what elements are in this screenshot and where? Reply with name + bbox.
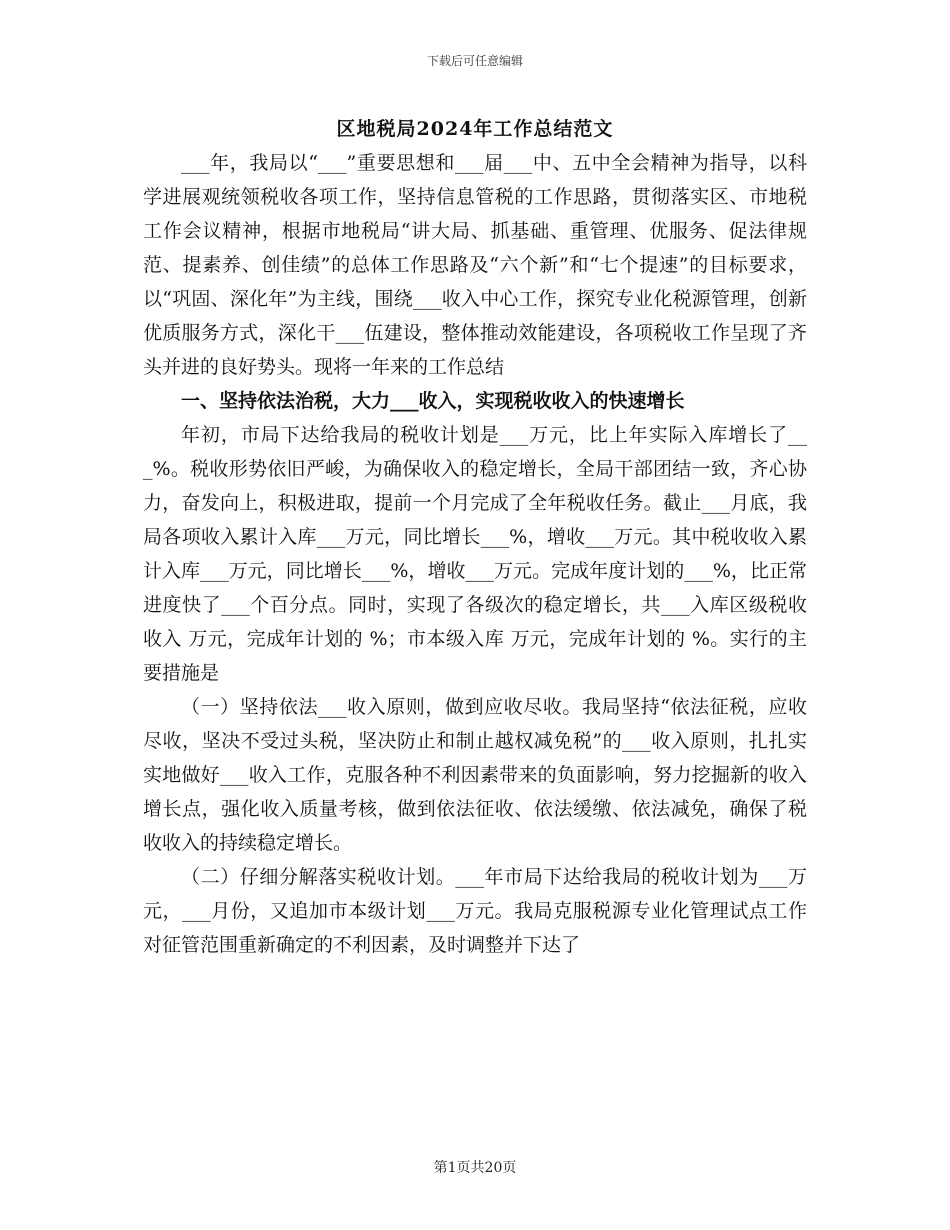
body-paragraph: （二）仔细分解落实税收计划。___年市局下达给我局的税收计划为___万元，___月份，又追加市本级计划___万元。我局克服税源专业化管理试点工作对征管范围重新确定的不利因素，及时调整并下达了 (143, 866, 807, 956)
body-paragraph: （一）坚持依法___收入原则，做到应收尽收。我局坚持“依法征税，应收尽收，坚决不受过头税，坚决防止和制止越权减免税”的___收入原则，扎扎实实地做好___收入工作，克服各种不利因素带来的负面影响，努力挖掘新的收入增长点，强化收入质量考核，做到依法征收、依法缓缴、依法减免，确保了税收收入的持续稳定增长。 (143, 696, 807, 854)
section-heading-1: 一、坚持依法治税，大力___收入，实现税收收入的快速增长 (181, 390, 685, 412)
document-body (143, 146, 807, 962)
intro-paragraph: ___年，我局以“___”重要思想和___届___中、五中全会精神为指导，以科学进展观统领税收各项工作，坚持信息管税的工作思路，贯彻落实区、市地税工作会议精神，根据市地税局“讲大局、抓基础、重管理、优服务、促法律规范、提素养、创佳绩”的总体工作思路及“六个新”和“七个提速”的目标要求，以“巩固、深化年”为主线，围绕___收入中心工作，探究专业化税源管理，创新优质服务方式，深化干___伍建设，整体推动效能建设，各项税收工作呈现了齐头并进的良好势头。现将一年来的工作总结 (143, 152, 807, 378)
document-title: 区地税局2024年工作总结范文 (336, 118, 614, 140)
page-header-note: 下载后可任意编辑 (426, 54, 523, 68)
body-paragraph: 年初，市局下达给我局的税收计划是___万元，比上年实际入库增长了___%。税收形势依旧严峻，为确保收入的稳定增长，全局干部团结一致，齐心协力，奋发向上，积极进取，提前一个月完成了全年税收任务。截止___月底，我局各项收入累计入库___万元，同比增长___%，增收___万元。其中税收收入累计入库___万元，同比增长___%，增收___万元。完成年度计划的___%，比正常进度快了___个百分点。同时，实现了各级次的稳定增长，共___入库区级税收收入 万元，完成年计划的 %；市本级入库 万元，完成年计划的 %。实行的主要措施是 (143, 424, 807, 684)
page-footer-pagination: 第1页共20页 (433, 1160, 517, 1176)
